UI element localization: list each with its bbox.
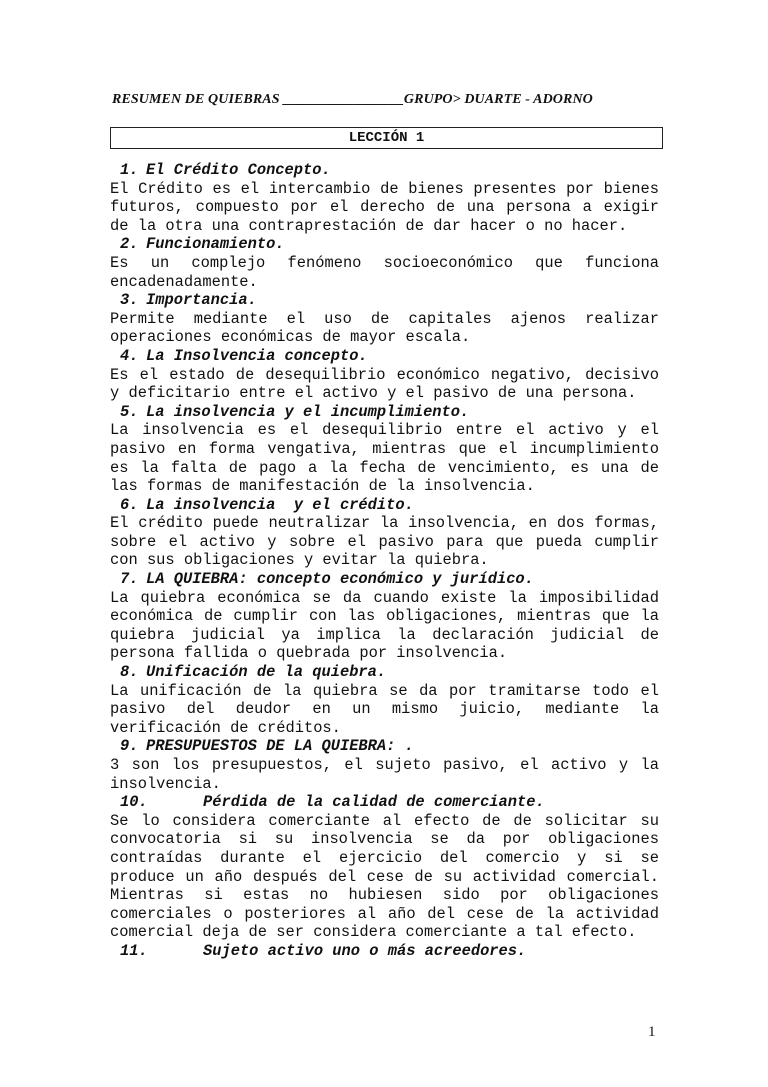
section-title: Sujeto activo uno o más acreedores. xyxy=(203,941,527,960)
section-title: La Insolvencia concepto. xyxy=(146,346,368,365)
lesson-title-box xyxy=(110,127,663,149)
section-heading xyxy=(110,496,659,515)
section-number: 5. xyxy=(120,402,139,421)
section-number: 8. xyxy=(120,663,139,682)
section-number: 1. xyxy=(120,161,139,179)
section-heading xyxy=(110,291,659,310)
section-title: La insolvencia y el crédito. xyxy=(146,495,414,514)
section-heading xyxy=(110,942,659,961)
section-title: Importancia. xyxy=(146,291,257,310)
section-heading xyxy=(110,570,659,589)
section-number: 10. xyxy=(120,793,148,812)
section-paragraph: Es un complejo fenómeno socioeconómico que funciona encadenadamente. xyxy=(110,253,659,291)
section-paragraph: Es el estado de desequilibrio económico negativo, decisivo y deficitario entre el activo y el pasivo de una persona. xyxy=(110,365,659,403)
section-paragraph: La insolvencia es el desequilibrio entre el activo y el pasivo en forma vengativa, mientras que el incumplimiento es la falta de pago a la fecha de vencimiento, es una de las formas de manifestación de la insolvencia. xyxy=(110,421,659,496)
section-heading xyxy=(110,161,659,180)
section-paragraph: 3 son los presupuestos, el sujeto pasivo, el activo y la insolvencia. xyxy=(110,756,659,793)
section-title: Pérdida de la calidad de comerciante. xyxy=(203,793,545,812)
section-title: La insolvencia y el incumplimiento. xyxy=(146,402,470,421)
section-paragraph: Permite mediante el uso de capitales ajenos realizar operaciones económicas de mayor escala. xyxy=(110,309,659,347)
section-title: LA QUIEBRA: concepto económico y jurídico. xyxy=(146,570,534,589)
section-paragraph: El Crédito es el intercambio de bienes presentes por bienes futuros, compuesto por el derecho de una persona a exigir de la otra una contraprestación de dar hacer o no hacer. xyxy=(110,179,659,235)
section-paragraph: La unificación de la quiebra se da por tramitarse todo el pasivo del deudor en un mismo juicio, mediante la verificación de créditos. xyxy=(110,681,659,737)
section-heading xyxy=(110,347,659,366)
lesson-title: LECCIÓN 1 xyxy=(348,130,425,146)
section-title: Funcionamiento. xyxy=(146,235,285,254)
section-number: 2. xyxy=(120,235,139,254)
section-heading xyxy=(110,737,659,756)
section-number: 11. xyxy=(120,941,148,960)
section-heading xyxy=(110,793,659,812)
section-title: El Crédito Concepto. xyxy=(146,161,331,179)
section-number: 3. xyxy=(120,291,139,310)
section-title: PRESUPUESTOS DE LA QUIEBRA: . xyxy=(146,737,414,756)
section-number: 9. xyxy=(120,737,139,756)
section-paragraph: La quiebra económica se da cuando existe la imposibilidad económica de cumplir con las obligaciones, mientras que la quiebra judicial ya implica la declaración judicial de persona fallida o quebrada por insolvencia. xyxy=(110,588,659,663)
document-body xyxy=(110,161,659,961)
section-heading xyxy=(110,235,659,254)
section-heading xyxy=(110,663,659,682)
section-number: 6. xyxy=(120,495,139,514)
section-paragraph: Se lo considera comerciante al efecto de de solicitar su convocatoria si su insolvencia se da por obligaciones contraídas durante el ejercicio del comercio y si se produce un año después del cese de su actividad comercial. Mientras si estas no hubiesen sido por obligaciones comerciales o posteriores al año del cese de la actividad comercial deja de ser considera comerciante a tal efecto. xyxy=(110,811,659,942)
section-title: Unificación de la quiebra. xyxy=(146,663,387,682)
section-number: 4. xyxy=(120,346,139,365)
section-paragraph: El crédito puede neutralizar la insolvencia, en dos formas, sobre el activo y sobre el pasivo para que pueda cumplir con sus obligaciones y evitar la quiebra. xyxy=(110,514,659,570)
page-number: 1 xyxy=(648,1024,656,1040)
section-heading xyxy=(110,403,659,422)
document-header: RESUMEN DE QUIEBRAS _________________GRUPO> DUARTE - ADORNO xyxy=(112,92,593,107)
section-number: 7. xyxy=(120,570,139,589)
